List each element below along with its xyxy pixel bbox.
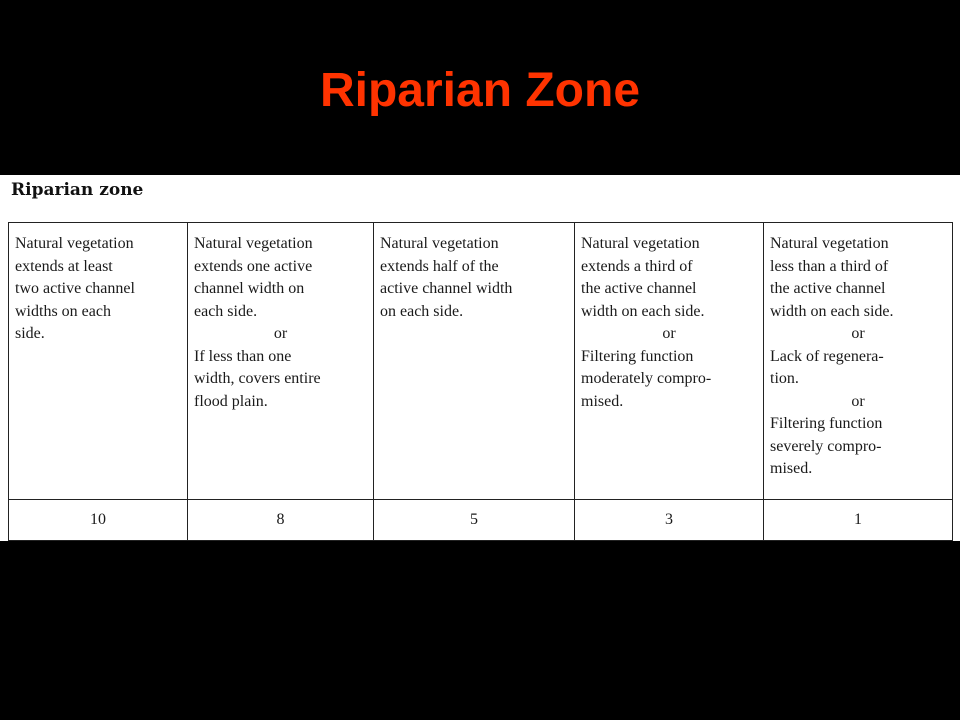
score-row xyxy=(9,500,953,541)
or-separator: or xyxy=(273,325,288,342)
description-line: two active channel xyxy=(15,280,135,297)
description-cell xyxy=(9,223,188,500)
score-cell: 8 xyxy=(188,500,374,541)
description-line: Natural vegetation xyxy=(194,235,313,252)
riparian-zone-figure xyxy=(0,175,960,541)
description-line: less than a third of xyxy=(770,257,889,275)
description-line: the active channel xyxy=(581,280,697,297)
score-cell: 5 xyxy=(374,500,575,541)
description-line: channel width on xyxy=(194,280,305,297)
description-line: mised. xyxy=(770,460,813,477)
description-line: mised. xyxy=(581,392,624,410)
description-line: Natural vegetation xyxy=(770,235,889,252)
description-line: widths on each xyxy=(15,302,111,320)
description-line: Natural vegetation xyxy=(15,235,134,252)
description-cell xyxy=(374,223,575,500)
description-line: width on each side. xyxy=(581,302,705,320)
description-cell xyxy=(188,223,374,500)
description-line: tion. xyxy=(770,370,799,387)
score-cell: 3 xyxy=(575,500,764,541)
description-line: extends half of the xyxy=(380,257,499,275)
description-line: side. xyxy=(15,325,45,342)
or-separator: or xyxy=(851,325,865,342)
description-cell xyxy=(764,223,953,500)
or-separator: or xyxy=(662,325,676,342)
score-cell: 10 xyxy=(9,500,188,541)
description-line: width on each side. xyxy=(770,302,894,320)
description-line: flood plain. xyxy=(194,392,268,410)
or-separator: or xyxy=(851,392,865,410)
description-line: Filtering function xyxy=(770,415,883,432)
description-line: extends at least xyxy=(15,257,113,275)
score-cell: 1 xyxy=(764,500,953,541)
description-line: the active channel xyxy=(770,280,886,297)
description-line: If less than one xyxy=(194,347,292,365)
description-line: width, covers entire xyxy=(194,370,321,387)
slide-title: Riparian Zone xyxy=(319,64,641,117)
description-line: extends a third of xyxy=(581,257,693,275)
rating-table xyxy=(8,222,953,541)
description-line: Natural vegetation xyxy=(581,235,700,252)
description-line: moderately compro- xyxy=(581,370,712,387)
description-line: Natural vegetation xyxy=(380,235,499,252)
description-line: active channel width xyxy=(380,280,513,297)
description-row xyxy=(9,223,953,500)
description-line: Lack of regenera- xyxy=(770,347,884,365)
description-line: extends one active xyxy=(194,257,313,275)
figure-heading: Riparian zone xyxy=(11,180,144,200)
description-line: each side. xyxy=(194,302,258,320)
description-line: Filtering function xyxy=(581,347,694,365)
description-cell xyxy=(575,223,764,500)
description-line: on each side. xyxy=(380,302,464,320)
description-line: severely compro- xyxy=(770,437,882,455)
